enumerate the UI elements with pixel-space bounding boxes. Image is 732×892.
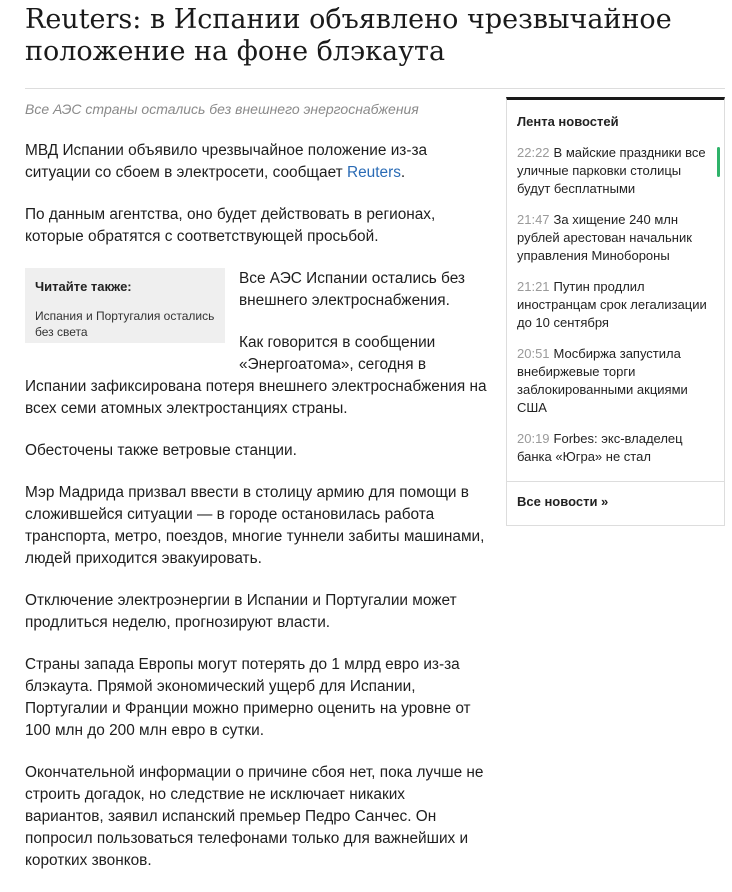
all-news-link[interactable]: Все новости » xyxy=(517,494,609,509)
news-feed-title: Лента новостей xyxy=(517,114,619,129)
paragraph: Мэр Мадрида призвал ввести в столицу армию для помощи в сложившейся ситуации — в городе остановилась работа транспорта, метро, поездов, многие туннели забиты машинами, людей приходится эвакуировать. xyxy=(25,484,485,567)
read-also-link[interactable]: Испания и Португалия остались без света xyxy=(35,309,215,339)
news-item-text: Forbes: экс-владелец банка «Югра» не стал xyxy=(517,431,683,464)
news-item-text: В майские праздники все уличные парковки столицы будут бесплатными xyxy=(517,145,706,196)
paragraph: По данным агентства, оно будет действовать в регионах, которые обратятся с соответствующей просьбой. xyxy=(25,206,436,245)
news-item[interactable] xyxy=(517,430,717,464)
news-item[interactable] xyxy=(517,144,717,198)
paragraph xyxy=(25,140,487,184)
news-item[interactable] xyxy=(517,345,717,417)
news-item-time: 21:21 xyxy=(517,279,550,294)
news-item-time: 22:22 xyxy=(517,145,550,160)
article-body xyxy=(25,140,487,892)
paragraph: Отключение электроэнергии в Испании и Португалии может продлиться неделю, прогнозируют власти. xyxy=(25,592,457,631)
news-item[interactable] xyxy=(517,211,717,265)
news-feed xyxy=(506,97,725,526)
news-item-time: 20:19 xyxy=(517,431,550,446)
read-also-box xyxy=(25,268,225,343)
article-lead: Все АЭС страны остались без внешнего энергоснабжения xyxy=(25,101,419,117)
news-item-time: 20:51 xyxy=(517,346,550,361)
reuters-link[interactable]: Reuters xyxy=(347,164,401,181)
article-title: Reuters: в Испании объявлено чрезвычайное положение на фоне блэкаута xyxy=(25,4,672,67)
news-item-text: За хищение 240 млн рублей арестован начальник управления Минобороны xyxy=(517,212,692,263)
paragraph: Как говорится в сообщении «Энергоатома», сегодня в Испании зафиксирована потеря внешнего электроснабжения на всех семи атомных электростанциях страны. xyxy=(25,334,487,417)
title-divider xyxy=(25,88,725,89)
news-feed-list[interactable] xyxy=(517,144,717,464)
news-item[interactable] xyxy=(517,278,717,332)
news-feed-divider xyxy=(507,481,724,482)
paragraph-text: . xyxy=(400,164,406,181)
news-item-text: Мосбиржа запустила внебиржевые торги заблокированными акциями США xyxy=(517,346,688,415)
paragraph: Окончательной информации о причине сбоя нет, пока лучше не строить догадок, но следствие не исключает никаких вариантов, заявил испанский премьер Педро Санчес. Он попросил пользоваться телефонами только для важнейших и коротких звонков. xyxy=(25,764,484,869)
paragraph: Страны запада Европы могут потерять до 1 млрд евро из-за блэкаута. Прямой экономический ущерб для Испании, Португалии и Франции можно примерно оценить на уровне от 100 млн до 200 млн евро в сутки. xyxy=(25,656,471,739)
paragraph: Обесточены также ветровые станции. xyxy=(25,442,297,459)
read-also-heading: Читайте также: xyxy=(35,279,132,294)
paragraph: Все АЭС Испании остались без внешнего электроснабжения. xyxy=(239,270,465,309)
news-item-text: Путин продлил иностранцам срок легализации до 10 сентября xyxy=(517,279,707,330)
news-feed-scrollbar[interactable] xyxy=(717,147,720,177)
news-item-time: 21:47 xyxy=(517,212,550,227)
paragraph-text: МВД Испании объявило чрезвычайное положение из-за ситуации со сбоем в электросети, сообщает xyxy=(25,142,428,181)
